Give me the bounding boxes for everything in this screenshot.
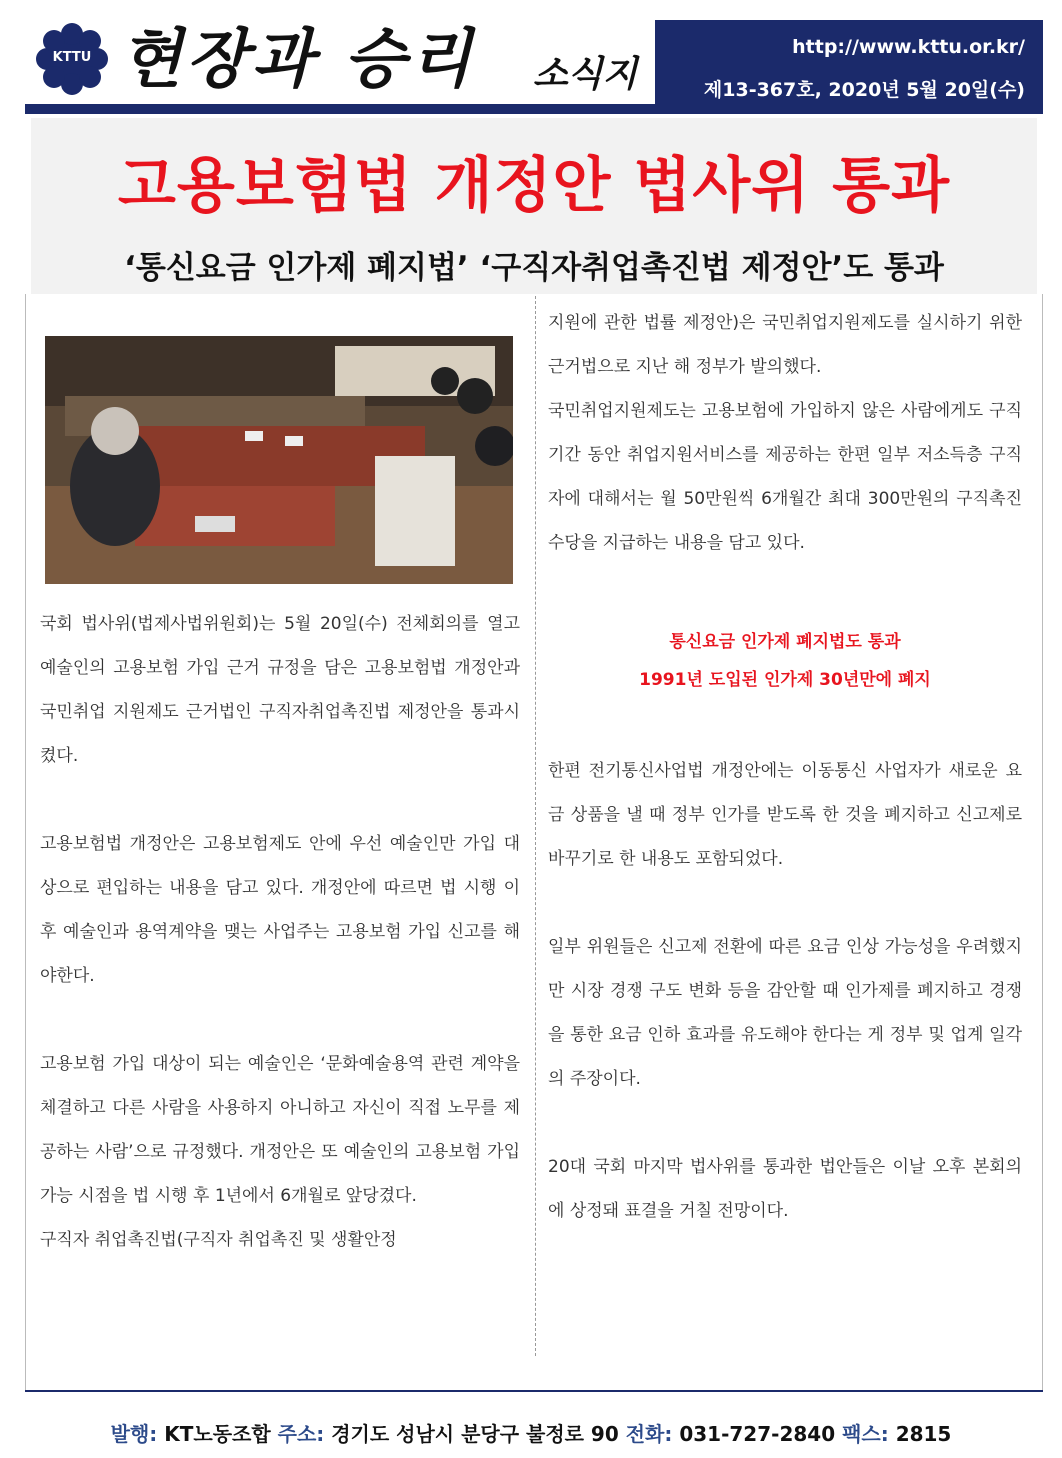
publisher-value: KT노동조합	[164, 1422, 271, 1446]
bottom-rule	[25, 1390, 1043, 1392]
meeting-room-image	[45, 336, 513, 584]
section-title-1: 통신요금 인가제 폐지법도 통과	[669, 632, 901, 652]
masthead	[25, 8, 1043, 108]
issue-info-box	[655, 20, 1043, 112]
fax-value: 2815	[895, 1422, 952, 1446]
left-column	[40, 602, 520, 1262]
address-value: 경기도 성남시 분당구 불정로 90	[331, 1422, 619, 1446]
headline-title: 고용보험법 개정안 법사위 통과	[117, 151, 951, 221]
right-paragraph-5: 20대 국회 마지막 법사위를 통과한 법안들은 이날 오후 본회의에 상정돼 표결을 거칠 전망이다.	[548, 1157, 1022, 1221]
left-paragraph-3: 고용보험 가입 대상이 되는 예술인은 ‘문화예술용역 관련 계약을 체결하고 다른 사람을 사용하지 아니하고 자신이 직접 노무를 제공하는 사람’으로 규정했다. 개정안은 또 예술인의 고용보험 가입 가능 시점을 법 시행 후 1년에서 6개월로 앞당겼다.	[40, 1054, 520, 1206]
left-paragraph-1: 국회 법사위(법제사법위원회)는 5월 20일(수) 전체회의를 열고 예술인의 고용보험 가입 근거 규정을 담은 고용보험법 개정안과 국민취업 지원제도 근거법인 구직자취업촉진법 제정안을 통과시켰다.	[40, 614, 520, 766]
phone-label: 전화:	[625, 1422, 673, 1446]
issue-number-date: 제13-367호, 2020년 5월 20일(수)	[703, 79, 1025, 101]
headline-subtitle: ‘통신요금 인가제 폐지법’ ‘구직자취업촉진법 제정안’도 통과	[124, 250, 944, 286]
brand-title: 현장과 승리	[120, 22, 476, 97]
left-paragraph-2: 고용보험법 개정안은 고용보험제도 안에 우선 예술인만 가입 대상으로 편입하는 내용을 담고 있다. 개정안에 따르면 법 시행 이후 예술인과 용역계약을 맺는 사업주는 고용보험 가입 신고를 해야한다.	[40, 834, 520, 986]
right-paragraph-3: 한편 전기통신사업법 개정안에는 이동통신 사업자가 새로운 요금 상품을 낼 때 정부 인가를 받도록 한 것을 폐지하고 신고제로 바꾸기로 한 내용도 포함되었다.	[548, 761, 1022, 869]
left-paragraph-4: 구직자 취업촉진법(구직자 취업촉진 및 생활안정	[40, 1230, 397, 1250]
fax-label: 팩스:	[842, 1422, 889, 1446]
publisher-label: 발행:	[110, 1422, 158, 1446]
right-paragraph-1: 지원에 관한 법률 제정안)은 국민취업지원제도를 실시하기 위한 근거법으로 지난 해 정부가 발의했다.	[548, 313, 1022, 377]
headline-band	[31, 118, 1037, 294]
phone-value: 031-727-2840	[679, 1422, 836, 1446]
column-divider	[535, 296, 536, 1356]
brand-subtitle: 소식지	[533, 53, 638, 95]
right-paragraph-2: 국민취업지원제도는 고용보험에 가입하지 않은 사람에게도 구직기간 동안 취업지원서비스를 제공하는 한편 일부 저소득층 구직자에 대해서는 월 50만원씩 6개월간 최대 300만원의 구직촉진수당을 지급하는 내용을 담고 있다.	[548, 401, 1022, 553]
website-url[interactable]: http://www.kttu.or.kr/	[792, 36, 1025, 58]
footer	[0, 1418, 1062, 1447]
header-rule	[25, 104, 1043, 114]
section-title-2: 1991년 도입된 인가제 30년만에 폐지	[639, 670, 931, 690]
right-column	[548, 301, 1022, 1233]
committee-meeting-photo	[45, 336, 513, 584]
right-paragraph-4: 일부 위원들은 신고제 전환에 따른 요금 인상 가능성을 우려했지만 시장 경쟁 구도 변화 등을 감안할 때 인가제를 폐지하고 경쟁을 통한 요금 인하 효과를 유도해야 한다는 게 정부 및 업계 일각의 주장이다.	[548, 937, 1022, 1089]
kttu-logo	[35, 22, 109, 96]
logo-text: KTTU	[52, 50, 92, 65]
address-label: 주소:	[277, 1422, 325, 1446]
